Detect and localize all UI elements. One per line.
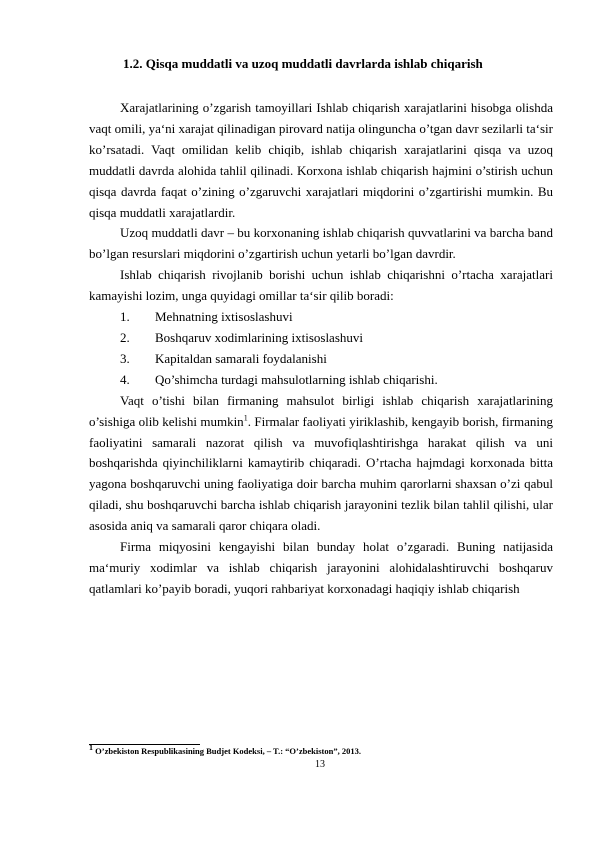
list-item-text: Boshqaruv xodimlarining ixtisoslashuvi — [155, 329, 363, 345]
paragraph-4-end: . Firmalar faoliyati yiriklashib, kengayib borish, firmaning faoliyatini samarali nazorat qilish va muvofiqlashtirishga harakat qilish va uni boshqarishda qiyinchiliklarni kamaytirib chiqaradi. O’rtacha hajmdagi korxonada bitta yagona boshqaruvchi uning faoliyatiga doir barcha muhim qarorlarni shaxsan o’zi qabul qiladi, shu boshqaruvchi barcha ishlab chiqarish jarayonini tezlik bilan tahlil qilishi, ular asosida aniq va samarali qaror chiqara oladi. — [89, 413, 553, 534]
list-item — [89, 328, 553, 349]
list-item-text: Mehnatning ixtisoslashuvi — [155, 309, 293, 325]
paragraph-4-start: Vaqt o’tishi bilan firmaning mahsulot birligi ishlab chiqarish xarajatlarining o’sishiga olib kelishi mumkin — [89, 392, 553, 429]
footnote — [89, 743, 361, 756]
paragraph-2: Uzoq muddatli davr – bu korxonaning ishlab chiqarish quvvatlarini va barcha band bo’lgan resurslari miqdorini o’zgartirish uchun yetarli bo’lgan davrdir. — [89, 225, 553, 262]
list-item-number: 1. — [120, 309, 130, 325]
list-item-text: Kapitaldan samarali foydalanishi — [155, 350, 327, 366]
list-item-number: 4. — [120, 371, 130, 387]
list-item-number: 2. — [120, 329, 130, 345]
body-text — [89, 98, 553, 600]
footnote-text: O’zbekiston Respublikasining Budjet Kodeksi, – T.: “O’zbekiston”, 2013. — [95, 746, 361, 756]
footnote-mark: 1 — [89, 743, 93, 753]
paragraph-3: Ishlab chiqarish rivojlanib borishi uchun ishlab chiqarishni o’rtacha xarajatlari kamayishi lozim, unga quyidagi omillar ta‘sir qilib boradi: — [89, 267, 553, 304]
paragraph-1: Xarajatlarining o’zgarish tamoyillari Ishlab chiqarish xarajatlarini hisobga olishda vaqt omili, ya‘ni xarajat qilinadigan pirovard natija olinguncha o’tgan davr sezilarli ta‘sir ko’rsatadi. Vaqt omilidan kelib chiqib, ishlab chiqarish xarajatlarini qisqa va uzoq muddatli davrda alohida tahlil qilinadi. Korxona ishlab chiqarish hajmini o’stirish uchun qisqa davrda faqat o’zining o’zgaruvchi xarajatlari miqdorini o’zgartirishi mumkin. Bu qisqa muddatli xarajatlardir. — [89, 100, 554, 220]
section-heading: 1.2. Qisqa muddatli va uzoq muddatli davrlarda ishlab chiqarish — [123, 56, 483, 71]
paragraph-4 — [89, 391, 553, 537]
factors-list — [89, 307, 553, 391]
footnote-reference[interactable]: 1 — [243, 413, 248, 423]
list-item-text: Qo’shimcha turdagi mahsulotlarning ishlab chiqarishi. — [155, 371, 438, 387]
list-item — [89, 349, 553, 370]
page-number: 13 — [315, 759, 325, 770]
list-item — [89, 307, 553, 328]
list-item-number: 3. — [120, 350, 130, 366]
footnote-divider — [89, 744, 200, 745]
paragraph-5: Firma miqyosini kengayishi bilan bunday holat o’zgaradi. Buning natijasida ma‘muriy xodimlar va ishlab chiqarish jarayonini alohidalashtiruvchi boshqaruv qatlamlari ko’payib boradi, yuqori rahbariyat korxonadagi haqiqiy ishlab chiqarish — [89, 539, 553, 596]
list-item — [89, 370, 553, 391]
